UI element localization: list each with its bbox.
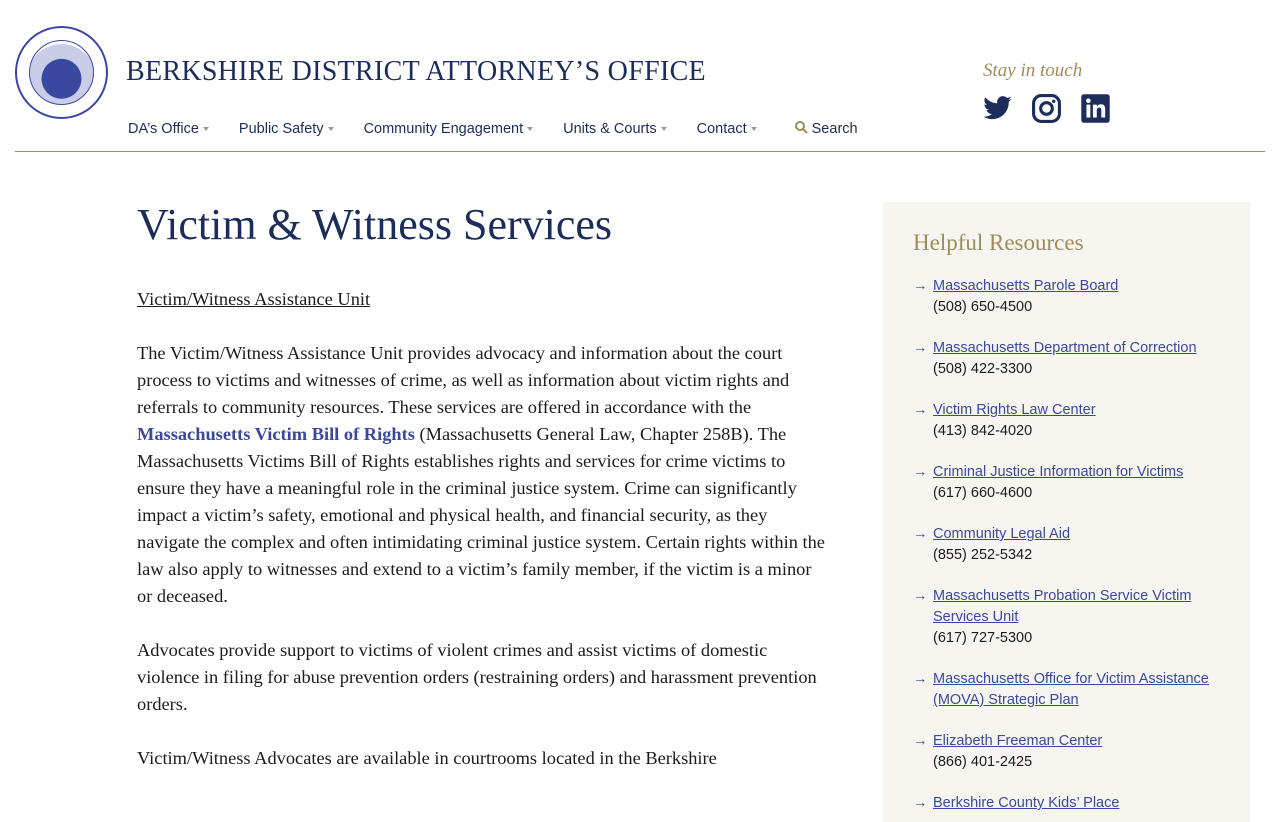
instagram-icon[interactable] — [1031, 93, 1062, 124]
caret-down-icon — [661, 127, 667, 131]
search-button[interactable] — [795, 121, 858, 137]
header-divider — [15, 151, 1265, 152]
helpful-resources-sidebar — [883, 202, 1250, 822]
nav-label: Public Safety — [238, 121, 324, 137]
resource-link[interactable]: Criminal Justice Information for Victims — [933, 464, 1184, 480]
arrow-right-icon: → — [913, 340, 928, 356]
page-title: Victim & Witness Services — [137, 200, 613, 249]
resource-item — [913, 524, 1220, 566]
resource-phone: (855) 252-5342 — [933, 547, 1033, 563]
nav-label: Units & Courts — [563, 121, 657, 137]
resource-phone: (617) 660-4600 — [933, 485, 1033, 501]
resource-item — [913, 669, 1220, 711]
main-content — [137, 200, 827, 799]
resource-phone: (617) 727-5300 — [933, 630, 1033, 646]
resource-link[interactable]: Massachusetts Department of Correction — [933, 340, 1197, 356]
resource-link[interactable]: Massachusetts Office for Victim Assistance (MOVA) Strategic Plan — [933, 671, 1209, 708]
nav-units-courts[interactable] — [563, 121, 666, 137]
text: The Victim/Witness Assistance Unit provides advocacy and information about the court process to victims and witnesses of crime, as well as information about victim rights and referrals to community resources. These services are offered in accordance with the — [137, 343, 790, 417]
resource-item — [913, 462, 1220, 504]
social-links — [982, 93, 1111, 124]
caret-down-icon — [203, 127, 209, 131]
search-label: Search — [811, 121, 858, 137]
nav-label: DA’s Office — [128, 121, 199, 137]
resource-link[interactable]: Elizabeth Freeman Center — [933, 733, 1103, 749]
arrow-right-icon: → — [913, 402, 928, 418]
sidebar-title: Helpful Resources — [913, 230, 1084, 255]
office-seal-logo[interactable] — [15, 26, 108, 119]
resource-item — [913, 338, 1220, 380]
stay-in-touch-label: Stay in touch — [983, 60, 1083, 81]
nav-public-safety[interactable] — [239, 121, 334, 137]
resource-phone: (508) 422-3300 — [933, 361, 1033, 377]
resource-link[interactable]: Massachusetts Parole Board — [933, 278, 1119, 294]
section-subtitle: Victim/Witness Assistance Unit — [137, 289, 371, 309]
arrow-right-icon: → — [913, 671, 928, 687]
resource-item — [913, 400, 1220, 442]
arrow-right-icon: → — [913, 795, 928, 811]
arrow-right-icon: → — [913, 526, 928, 542]
resource-phone: (413) 842-4020 — [933, 423, 1033, 439]
arrow-right-icon: → — [913, 588, 928, 604]
caret-down-icon — [328, 127, 334, 131]
intro-paragraph — [137, 340, 827, 610]
twitter-icon[interactable] — [982, 93, 1013, 124]
victim-bill-of-rights-link[interactable]: Massachusetts Victim Bill of Rights — [137, 424, 415, 444]
search-icon — [795, 121, 808, 134]
arrow-right-icon: → — [913, 464, 928, 480]
resource-link[interactable]: Berkshire County Kids’ Place — [933, 795, 1120, 811]
resource-item — [913, 586, 1220, 649]
nav-contact[interactable] — [697, 121, 757, 137]
nav-label: Community Engagement — [363, 121, 524, 137]
resource-item — [913, 793, 1220, 814]
resource-item — [913, 731, 1220, 773]
advocates-paragraph: Advocates provide support to victims of violent crimes and assist victims of domestic violence in filing for abuse prevention orders (restraining orders) and harassment prevention orders. — [137, 640, 817, 714]
resource-link[interactable]: Community Legal Aid — [933, 526, 1071, 542]
nav-label: Contact — [696, 121, 747, 137]
arrow-right-icon: → — [913, 278, 928, 294]
linkedin-icon[interactable] — [1080, 93, 1111, 124]
resource-link[interactable]: Massachusetts Probation Service Victim Services Unit — [933, 588, 1192, 625]
nav-community-engagement[interactable] — [364, 121, 534, 137]
courtrooms-paragraph: Victim/Witness Advocates are available in courtrooms located in the Berkshire — [137, 748, 717, 768]
resource-item — [913, 276, 1220, 318]
nav-das-office[interactable] — [128, 121, 209, 137]
main-nav — [128, 121, 888, 137]
arrow-right-icon: → — [913, 733, 928, 749]
resource-phone: (508) 650-4500 — [933, 299, 1033, 315]
text: (Massachusetts General Law, Chapter 258B). The Massachusetts Victims Bill of Rights establishes rights and services for crime victims to ensure they have a meaningful role in the criminal justice system. Crime can significantly impact a victim’s safety, emotional and physical health, and financial security, as they navigate the complex and often intimidating criminal justice system. Certain rights within the law also apply to witnesses and extend to a victim’s family member, if the victim is a minor or deceased. — [137, 424, 825, 606]
caret-down-icon — [527, 127, 533, 131]
resource-phone: (866) 401-2425 — [933, 754, 1033, 770]
site-title[interactable]: BERKSHIRE DISTRICT ATTORNEY’S OFFICE — [126, 56, 706, 87]
resource-link[interactable]: Victim Rights Law Center — [933, 402, 1096, 418]
caret-down-icon — [751, 127, 757, 131]
